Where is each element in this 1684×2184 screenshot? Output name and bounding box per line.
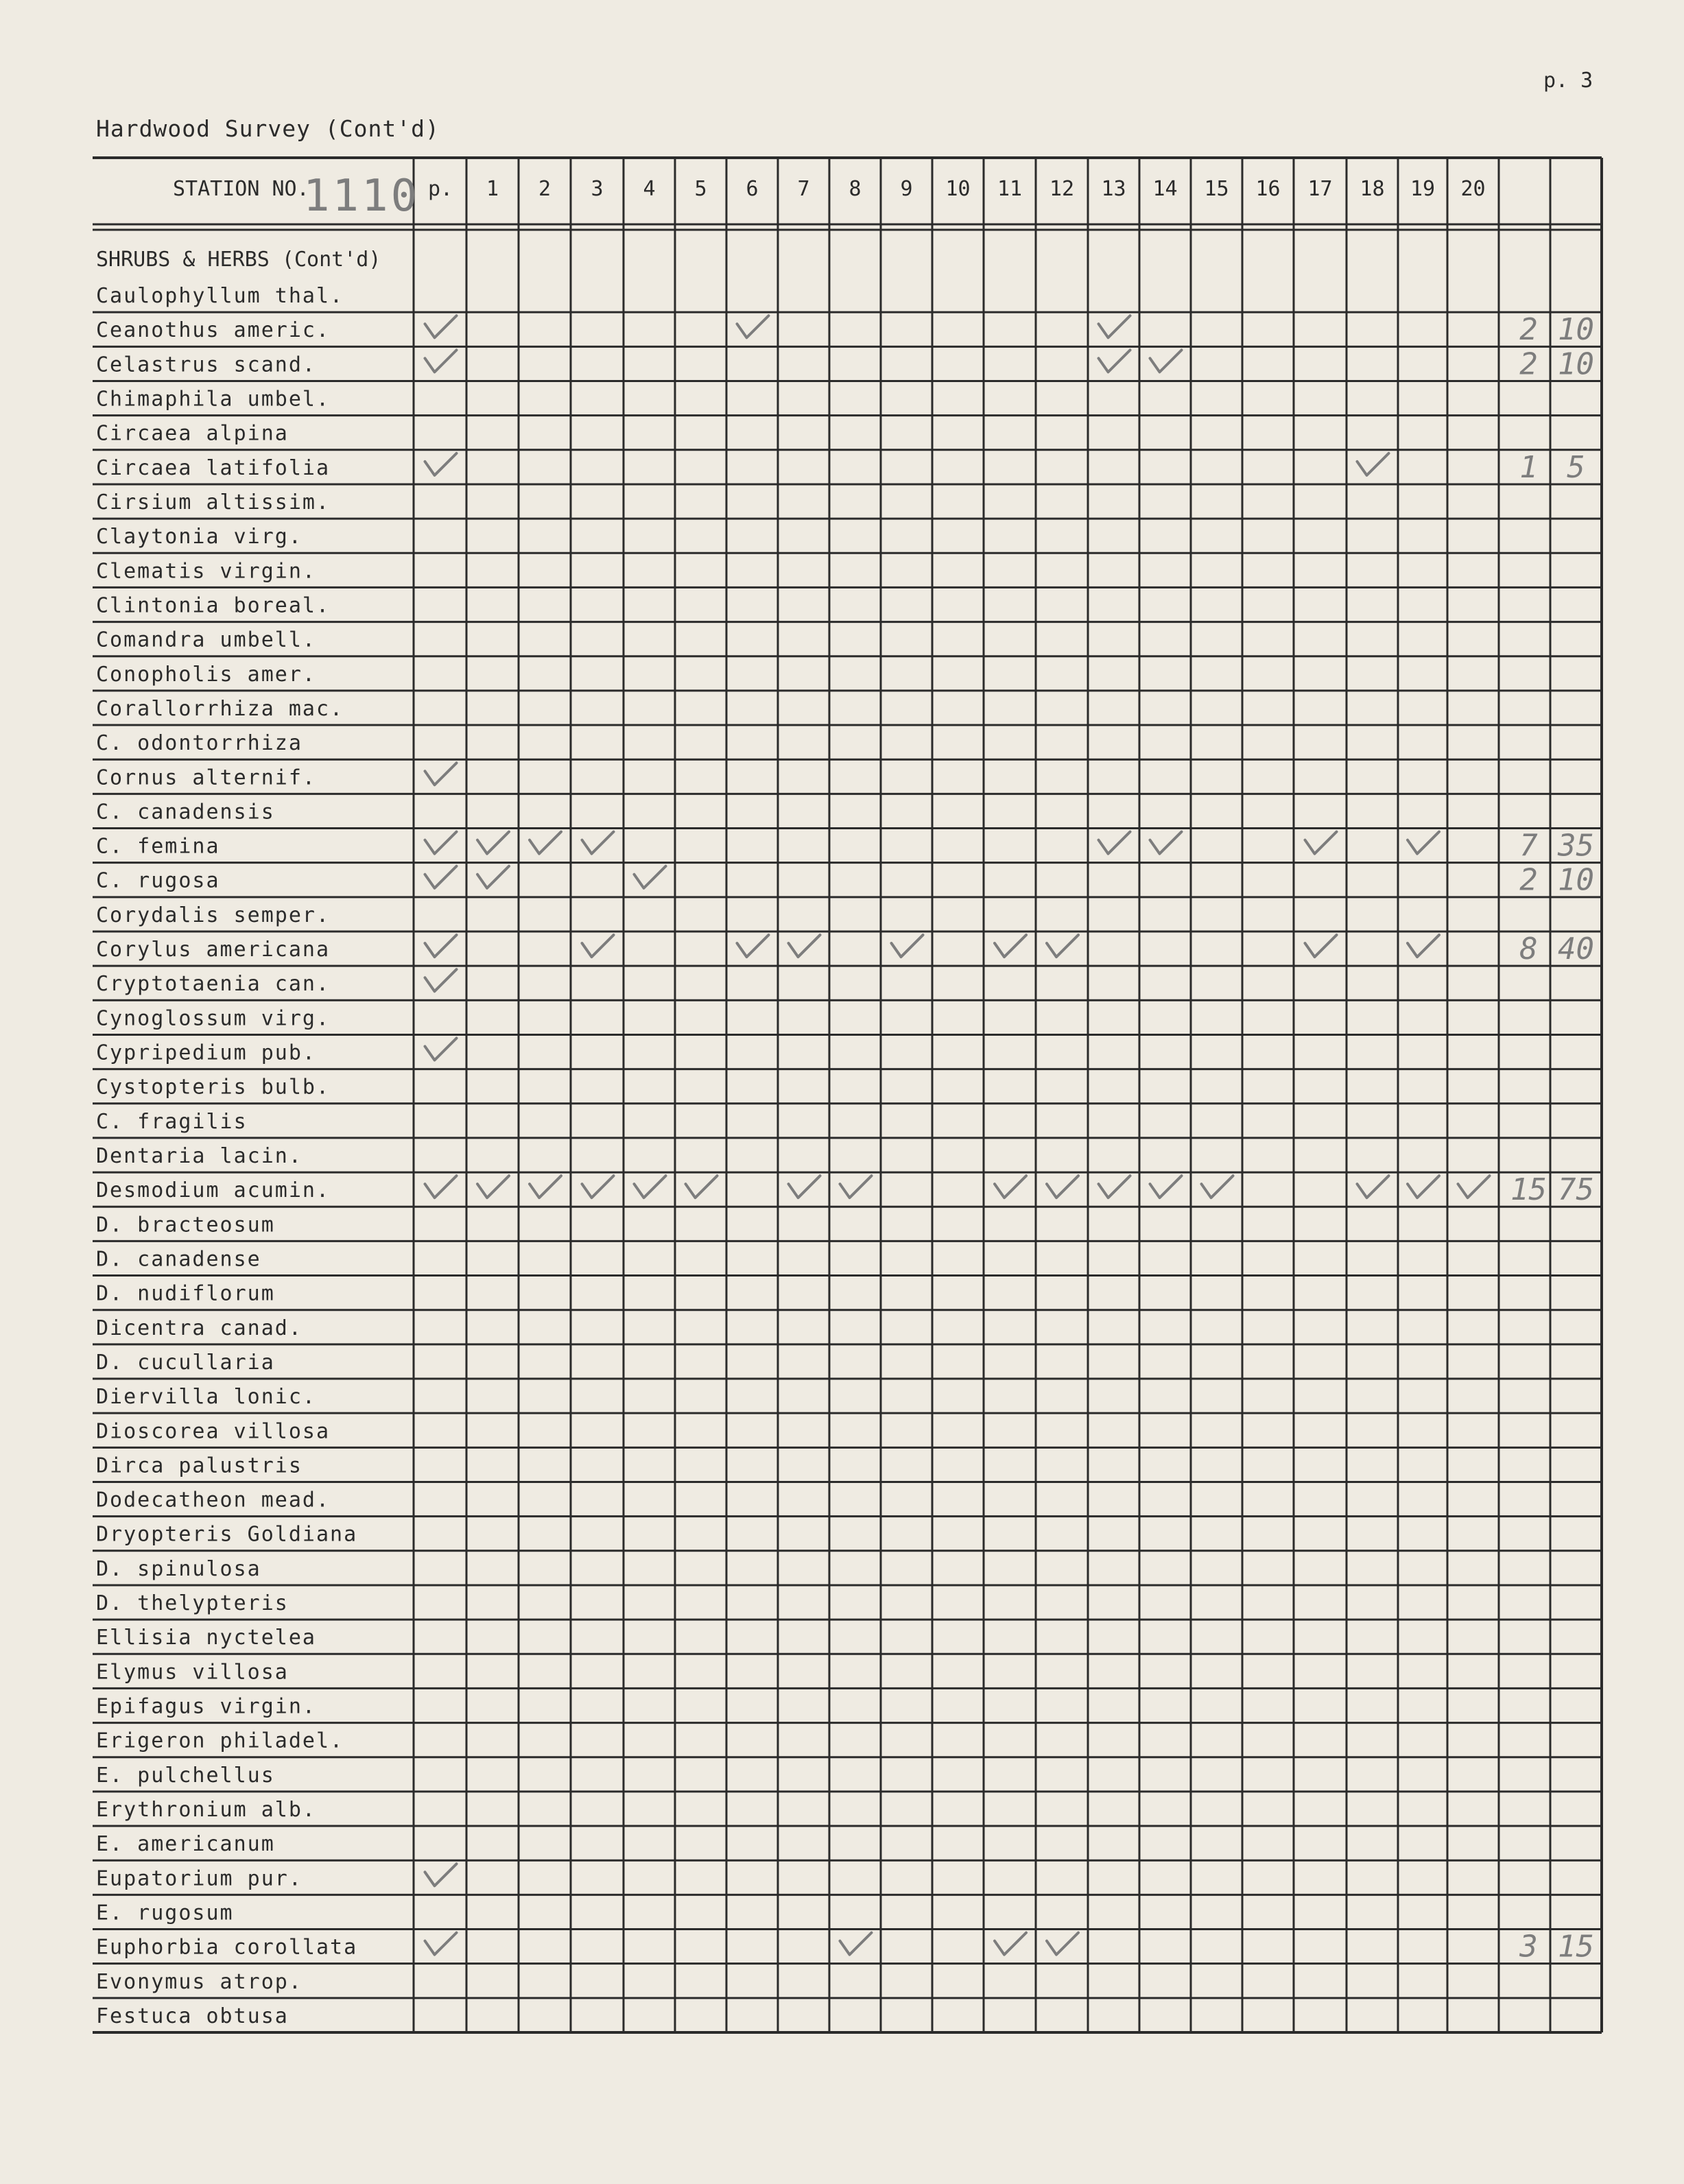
species-name: Diervilla lonic.: [96, 1385, 316, 1410]
row-total: 10: [1558, 312, 1594, 348]
check-mark-icon: [425, 1864, 457, 1886]
check-mark-icon: [1150, 1176, 1182, 1198]
check-mark-icon: [1047, 1176, 1078, 1198]
check-mark-icon: [477, 866, 509, 888]
check-mark-icon: [1408, 832, 1439, 854]
species-name: Dryopteris Goldiana: [96, 1522, 358, 1547]
check-mark-icon: [530, 1176, 561, 1198]
species-name: Desmodium acumin.: [96, 1178, 331, 1203]
row-total: 10: [1558, 862, 1594, 898]
check-mark-icon: [425, 969, 457, 991]
row-count: 2: [1519, 862, 1538, 898]
species-name: C. femina: [96, 834, 220, 859]
row-total: 15: [1558, 1929, 1594, 1965]
check-mark-icon: [425, 935, 457, 957]
check-mark-icon: [425, 453, 457, 475]
station-column-label: 18: [1360, 177, 1385, 201]
species-name: Elymus villosa: [96, 1660, 289, 1685]
station-column-label: 5: [694, 177, 707, 201]
check-mark-icon: [737, 935, 769, 957]
species-name: C. odontorrhiza: [96, 731, 303, 756]
check-mark-icon: [840, 1176, 872, 1198]
check-mark-icon: [1099, 316, 1130, 337]
species-name: Dicentra canad.: [96, 1316, 303, 1340]
species-name: Cirsium altissim.: [96, 490, 331, 515]
species-name: Celastrus scand.: [96, 353, 316, 377]
station-column-label: 20: [1460, 177, 1486, 201]
check-mark-icon: [1305, 935, 1337, 957]
species-name: Conopholis amer.: [96, 662, 316, 687]
species-name: Evonymus atrop.: [96, 1969, 303, 1994]
row-total: 40: [1558, 931, 1594, 967]
station-column-label: 4: [643, 177, 656, 201]
check-mark-icon: [1458, 1176, 1490, 1198]
check-mark-icon: [1202, 1176, 1233, 1198]
species-name: C. rugosa: [96, 868, 220, 893]
check-mark-icon: [995, 1176, 1026, 1198]
species-name: Circaea alpina: [96, 421, 289, 446]
check-mark-icon: [1357, 1176, 1389, 1198]
station-column-label: 15: [1204, 177, 1229, 201]
check-mark-icon: [1305, 832, 1337, 854]
species-name: Dioscorea villosa: [96, 1419, 331, 1444]
species-name: Dirca palustris: [96, 1453, 303, 1478]
station-column-label: 10: [945, 177, 971, 201]
check-mark-icon: [635, 866, 666, 888]
species-name: Cornus alternif.: [96, 765, 316, 790]
species-name: C. fragilis: [96, 1109, 248, 1134]
row-total: 75: [1558, 1172, 1594, 1208]
species-name: Comandra umbell.: [96, 628, 316, 652]
check-mark-icon: [425, 1176, 457, 1198]
row-count: 7: [1519, 828, 1538, 864]
row-total: 35: [1558, 828, 1594, 864]
station-column-label: 3: [591, 177, 604, 201]
check-mark-icon: [530, 832, 561, 854]
species-name: Dentaria lacin.: [96, 1144, 303, 1168]
station-column-label: 1: [486, 177, 499, 201]
check-mark-icon: [1099, 832, 1130, 854]
row-total: 5: [1567, 449, 1585, 485]
check-mark-icon: [582, 1176, 614, 1198]
species-name: E. pulchellus: [96, 1763, 275, 1788]
check-mark-icon: [1357, 453, 1389, 475]
species-name: Festuca obtusa: [96, 2004, 289, 2028]
check-mark-icon: [1099, 1176, 1130, 1198]
species-name: Epifagus virgin.: [96, 1694, 316, 1719]
station-column-label: 13: [1101, 177, 1126, 201]
species-name: Cystopteris bulb.: [96, 1075, 331, 1100]
station-column-label: 19: [1410, 177, 1436, 201]
species-name: Clintonia boreal.: [96, 593, 331, 618]
station-column-label: 12: [1049, 177, 1075, 201]
species-name: Erythronium alb.: [96, 1797, 316, 1822]
species-name: D. cucullaria: [96, 1350, 275, 1375]
station-column-label: 7: [797, 177, 810, 201]
row-count: 15: [1510, 1172, 1547, 1208]
page-number: p. 3: [1543, 69, 1593, 93]
check-mark-icon: [1408, 1176, 1439, 1198]
station-column-label: 8: [849, 177, 862, 201]
check-mark-icon: [686, 1176, 718, 1198]
check-mark-icon: [1150, 350, 1182, 372]
row-count: 8: [1519, 931, 1538, 967]
species-name: Corallorrhiza mac.: [96, 696, 344, 721]
check-mark-icon: [737, 316, 769, 337]
check-mark-icon: [840, 1933, 872, 1955]
species-name: D. thelypteris: [96, 1591, 289, 1616]
check-mark-icon: [1047, 1933, 1078, 1955]
species-name: C. canadensis: [96, 800, 275, 824]
species-name: Caulophyllum thal.: [96, 284, 344, 309]
check-mark-icon: [582, 935, 614, 957]
species-name: D. canadense: [96, 1247, 261, 1272]
check-mark-icon: [425, 316, 457, 337]
check-mark-icon: [425, 832, 457, 854]
station-column-label: 6: [746, 177, 759, 201]
station-column-label: 9: [900, 177, 913, 201]
species-name: Clematis virgin.: [96, 559, 316, 584]
check-mark-icon: [425, 1038, 457, 1060]
check-mark-icon: [1408, 935, 1439, 957]
check-mark-icon: [789, 1176, 820, 1198]
species-name: Ellisia nyctelea: [96, 1626, 316, 1650]
station-column-label: 17: [1307, 177, 1333, 201]
page-title: Hardwood Survey (Cont'd): [96, 115, 440, 142]
row-count: 1: [1519, 449, 1538, 485]
check-mark-icon: [425, 1933, 457, 1955]
station-label: STATION NO.: [173, 177, 309, 201]
species-name: Cynoglossum virg.: [96, 1006, 331, 1031]
station-number: 1110: [303, 171, 420, 222]
row-count: 3: [1519, 1929, 1538, 1965]
station-column-label: 14: [1152, 177, 1178, 201]
species-name: Chimaphila umbel.: [96, 387, 331, 412]
species-name: Circaea latifolia: [96, 455, 331, 480]
station-column-label: 2: [538, 177, 552, 201]
check-mark-icon: [789, 935, 820, 957]
check-mark-icon: [1099, 350, 1130, 372]
species-name: E. rugosum: [96, 1901, 234, 1925]
check-mark-icon: [425, 350, 457, 372]
species-name: Corylus americana: [96, 938, 331, 962]
species-name: Claytonia virg.: [96, 525, 303, 549]
species-name: E. americanum: [96, 1832, 275, 1857]
row-count: 2: [1519, 346, 1538, 382]
check-mark-icon: [582, 832, 614, 854]
check-mark-icon: [892, 935, 923, 957]
species-name: Corydalis semper.: [96, 903, 331, 927]
species-name: Dodecatheon mead.: [96, 1488, 331, 1512]
check-mark-icon: [1150, 832, 1182, 854]
species-name: D. nudiflorum: [96, 1281, 275, 1306]
station-column-label: 11: [997, 177, 1023, 201]
species-name: Euphorbia corollata: [96, 1935, 358, 1960]
station-column-label: 16: [1255, 177, 1281, 201]
p-column-label: p.: [428, 177, 453, 201]
check-mark-icon: [477, 1176, 509, 1198]
species-name: Erigeron philadel.: [96, 1729, 344, 1753]
section-label: SHRUBS & HERBS (Cont'd): [96, 248, 381, 272]
check-mark-icon: [635, 1176, 666, 1198]
check-mark-icon: [1047, 935, 1078, 957]
check-mark-icon: [425, 763, 457, 785]
check-mark-icon: [995, 935, 1026, 957]
species-name: D. spinulosa: [96, 1556, 261, 1581]
check-mark-icon: [995, 1933, 1026, 1955]
species-name: Cryptotaenia can.: [96, 972, 331, 997]
species-name: Ceanothus americ.: [96, 318, 331, 343]
check-mark-icon: [425, 866, 457, 888]
row-count: 2: [1519, 312, 1538, 348]
species-name: D. bracteosum: [96, 1213, 275, 1237]
species-name: Cypripedium pub.: [96, 1041, 316, 1065]
row-total: 10: [1558, 346, 1594, 382]
check-mark-icon: [477, 832, 509, 854]
species-name: Eupatorium pur.: [96, 1866, 303, 1891]
